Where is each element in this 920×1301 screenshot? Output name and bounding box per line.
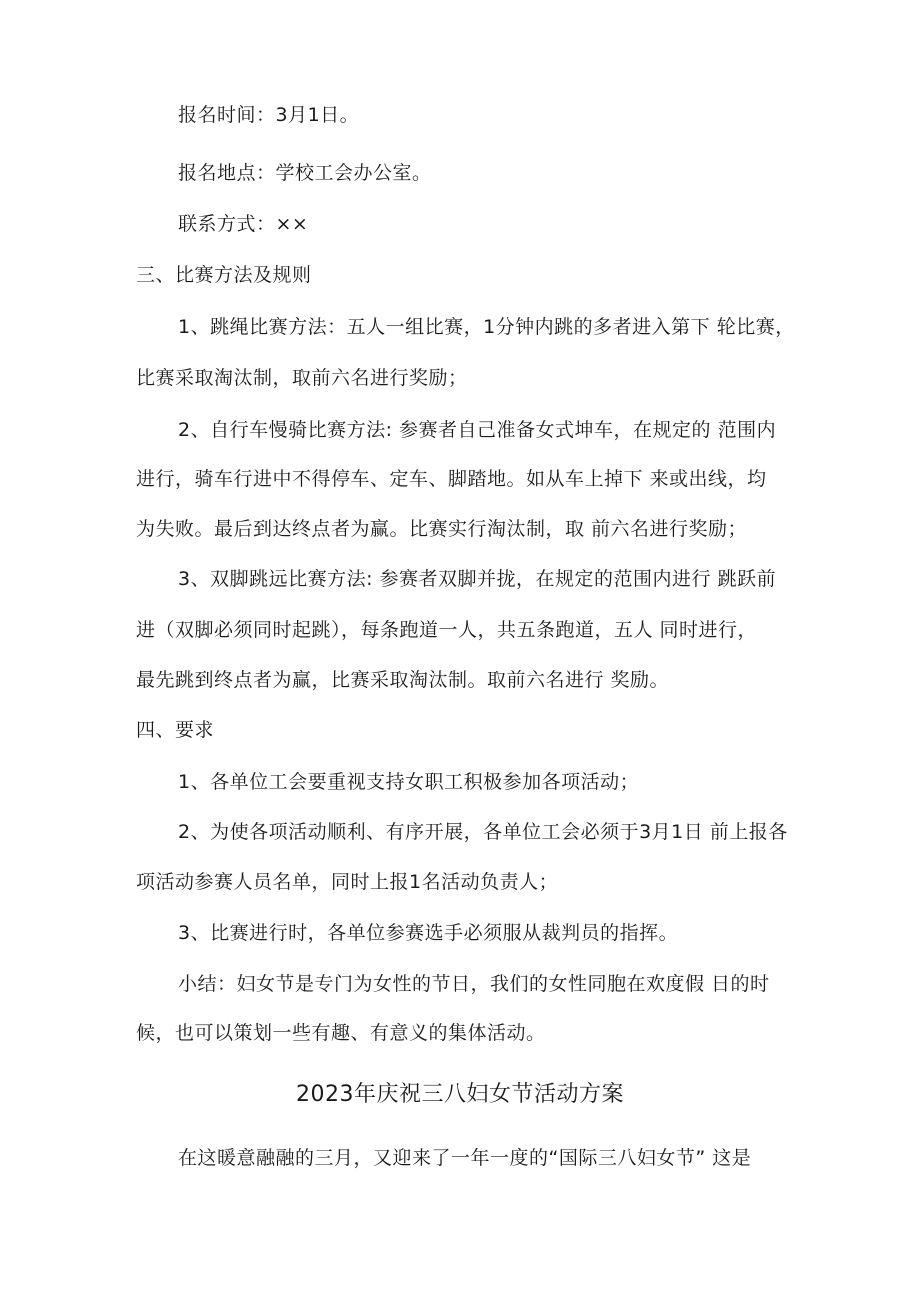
section-4-heading: 四、要求	[136, 719, 215, 741]
requirement-3: 3、比赛进行时，各单位参赛选手必须服从裁判员的指挥。	[178, 922, 679, 944]
rule-2-line-1: 2、自行车慢骑比赛方法: 参赛者自己准备女式坤车，在规定的 范围内	[178, 419, 777, 441]
rule-1-line-2: 比赛采取淘汰制，取前六名进行奖励；	[136, 367, 468, 389]
registration-place: 报名地点：学校工会办公室。	[178, 162, 432, 184]
rule-3-line-3: 最先跳到终点者为赢，比赛采取淘汰制。取前六名进行 奖励。	[136, 669, 670, 691]
article-first-line: 在这暖意融融的三月，又迎来了一年一度的“国际三八妇女节” 这是	[178, 1147, 752, 1169]
summary-line-1: 小结：妇女节是专门为女性的节日，我们的女性同胞在欢度假 日的时	[178, 973, 770, 995]
requirement-2-line-2: 项活动参赛人员名单，同时上报1名活动负责人；	[136, 871, 559, 893]
section-3-heading: 三、比赛方法及规则	[136, 264, 312, 286]
rule-3-line-1: 3、双脚跳远比赛方法: 参赛者双脚并拢，在规定的范围内进行 跳跃前	[178, 568, 777, 590]
requirement-2-line-1: 2、为使各项活动顺利、有序开展，各单位工会必须于3月1日 前上报各	[178, 821, 788, 843]
requirement-1: 1、各单位工会要重视支持女职工积极参加各项活动；	[178, 771, 640, 793]
article-title: 2023年庆祝三八妇女节活动方案	[296, 1082, 624, 1107]
summary-line-2: 候，也可以策划一些有趣、有意义的集体活动。	[136, 1022, 546, 1044]
rule-2-line-2: 进行，骑车行进中不得停车、定车、脚踏地。如从车上掉下 来或出线，均	[136, 468, 767, 490]
registration-contact: 联系方式：××	[178, 213, 309, 235]
registration-time: 报名时间：3月1日。	[178, 104, 360, 126]
rule-2-line-3: 为失败。最后到达终点者为赢。比赛实行淘汰制，取 前六名进行奖励；	[136, 518, 748, 540]
rule-3-line-2: 进（双脚必须同时起跳），每条跑道一人，共五条跑道，五人 同时进行，	[136, 619, 758, 641]
rule-1-line-1: 1、跳绳比赛方法：五人一组比赛，1分钟内跳的多者进入第下 轮比赛，	[178, 316, 795, 338]
